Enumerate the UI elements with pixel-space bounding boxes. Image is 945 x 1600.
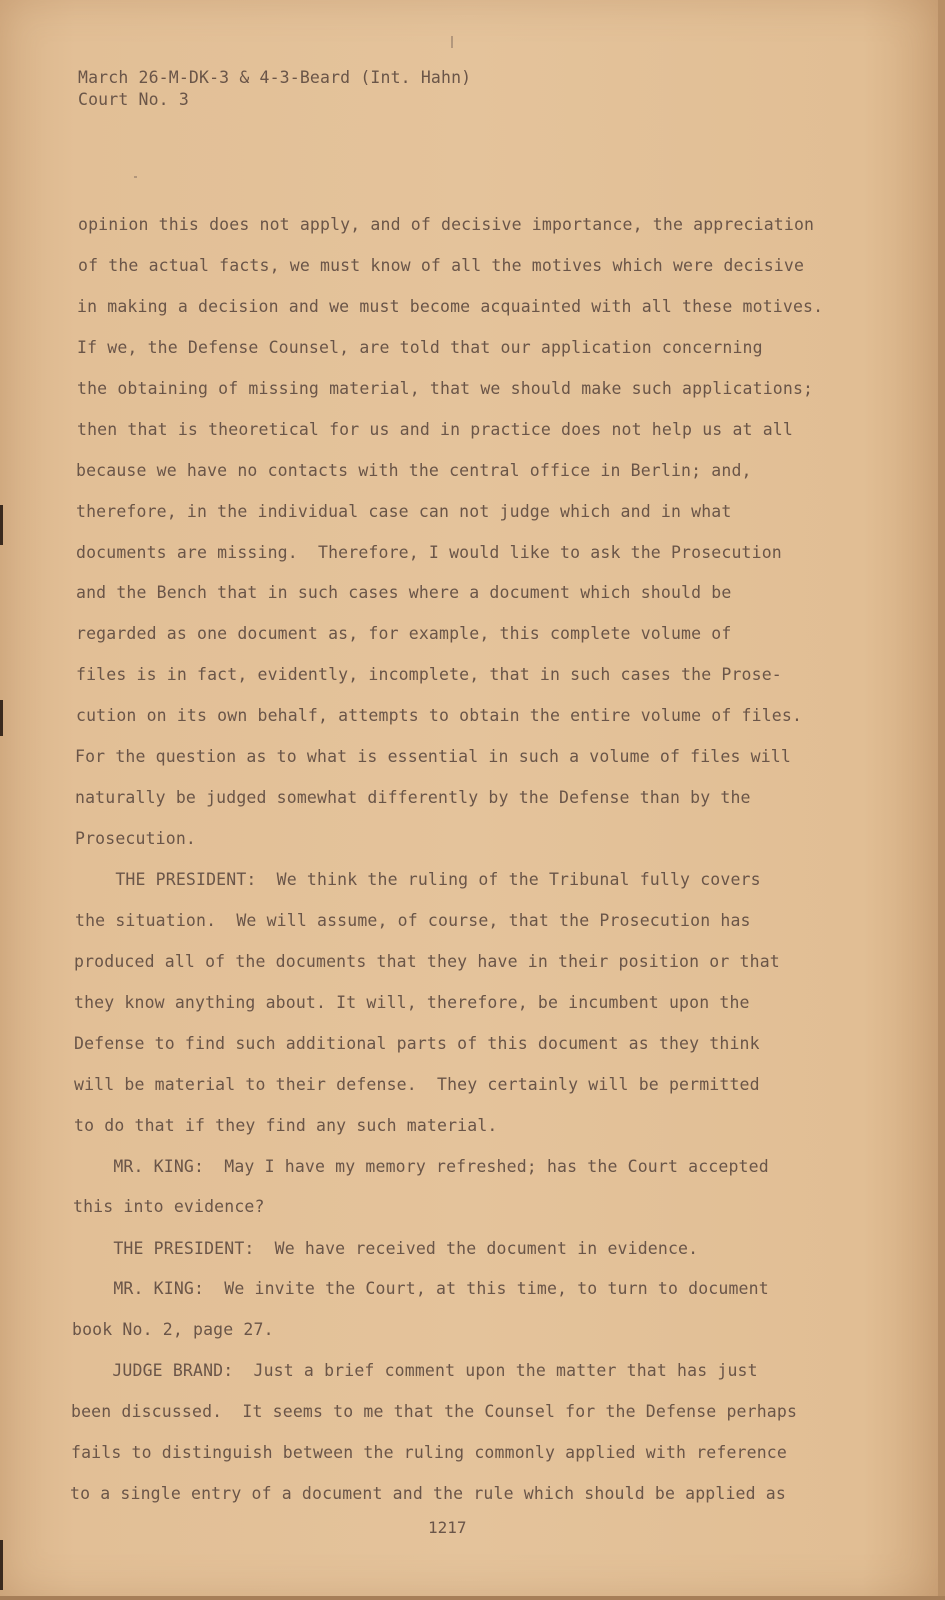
page-number: 1217 xyxy=(428,1518,467,1537)
text-line: the situation. We will assume, of course, that the Prosecution has xyxy=(75,911,751,930)
text-line: opinion this does not apply, and of decisive importance, the appreciation xyxy=(78,215,815,234)
text-line: fails to distinguish between the ruling commonly applied with reference xyxy=(71,1443,787,1462)
text-line: the obtaining of missing material, that we should make such applications; xyxy=(77,379,814,398)
text-line: THE PRESIDENT: We think the ruling of the Tribunal fully covers xyxy=(75,870,761,889)
text-line: book No. 2, page 27. xyxy=(72,1320,274,1339)
binding-mark xyxy=(0,505,3,545)
text-line: therefore, in the individual case can not judge which and in what xyxy=(76,502,732,521)
text-line: MR. KING: May I have my memory refreshed; has the Court accepted xyxy=(73,1157,769,1176)
binding-mark xyxy=(0,700,3,736)
text-line: For the question as to what is essential in such a volume of files will xyxy=(75,747,791,766)
header-court: Court No. 3 xyxy=(78,90,189,109)
text-line: because we have no contacts with the central office in Berlin; and, xyxy=(76,461,752,480)
text-line: files is in fact, evidently, incomplete, that in such cases the Prose- xyxy=(76,665,782,684)
paper-mark xyxy=(134,176,137,178)
text-line: If we, the Defense Counsel, are told that our application concerning xyxy=(77,338,763,357)
text-line: in making a decision and we must become acquainted with all these motives. xyxy=(77,297,824,316)
text-line: cution on its own behalf, attempts to obtain the entire volume of files. xyxy=(76,706,803,725)
text-line: this into evidence? xyxy=(73,1197,265,1216)
text-line: been discussed. It seems to me that the Counsel for the Defense perhaps xyxy=(71,1402,798,1421)
page-edge xyxy=(0,1596,945,1600)
text-line: of the actual facts, we must know of all the motives which were decisive xyxy=(78,256,805,275)
text-line: MR. KING: We invite the Court, at this time, to turn to document xyxy=(73,1279,769,1298)
text-line: documents are missing. Therefore, I would like to ask the Prosecution xyxy=(76,543,782,562)
paper-mark xyxy=(451,36,453,48)
text-line: then that is theoretical for us and in practice does not help us at all xyxy=(77,420,793,439)
text-line: will be material to their defense. They certainly will be permitted xyxy=(74,1075,760,1094)
text-line: to do that if they find any such material. xyxy=(74,1116,498,1135)
text-line: and the Bench that in such cases where a document which should be xyxy=(76,583,732,602)
text-line: produced all of the documents that they have in their position or that xyxy=(74,952,780,971)
text-line: Prosecution. xyxy=(75,829,197,848)
text-line: to a single entry of a document and the rule which should be applied as xyxy=(70,1484,786,1503)
text-line: naturally be judged somewhat differently by the Defense than by the xyxy=(75,788,751,807)
page-edge xyxy=(938,0,945,1600)
text-line: Defense to find such additional parts of this document as they think xyxy=(74,1034,760,1053)
text-line: regarded as one document as, for example, this complete volume of xyxy=(76,624,732,643)
text-line: THE PRESIDENT: We have received the document in evidence. xyxy=(73,1239,699,1258)
text-line: they know anything about. It will, therefore, be incumbent upon the xyxy=(74,993,750,1012)
text-line: JUDGE BRAND: Just a brief comment upon the matter that has just xyxy=(72,1361,758,1380)
header-docket: March 26-M-DK-3 & 4-3-Beard (Int. Hahn) xyxy=(78,68,472,87)
binding-mark xyxy=(0,1540,3,1590)
